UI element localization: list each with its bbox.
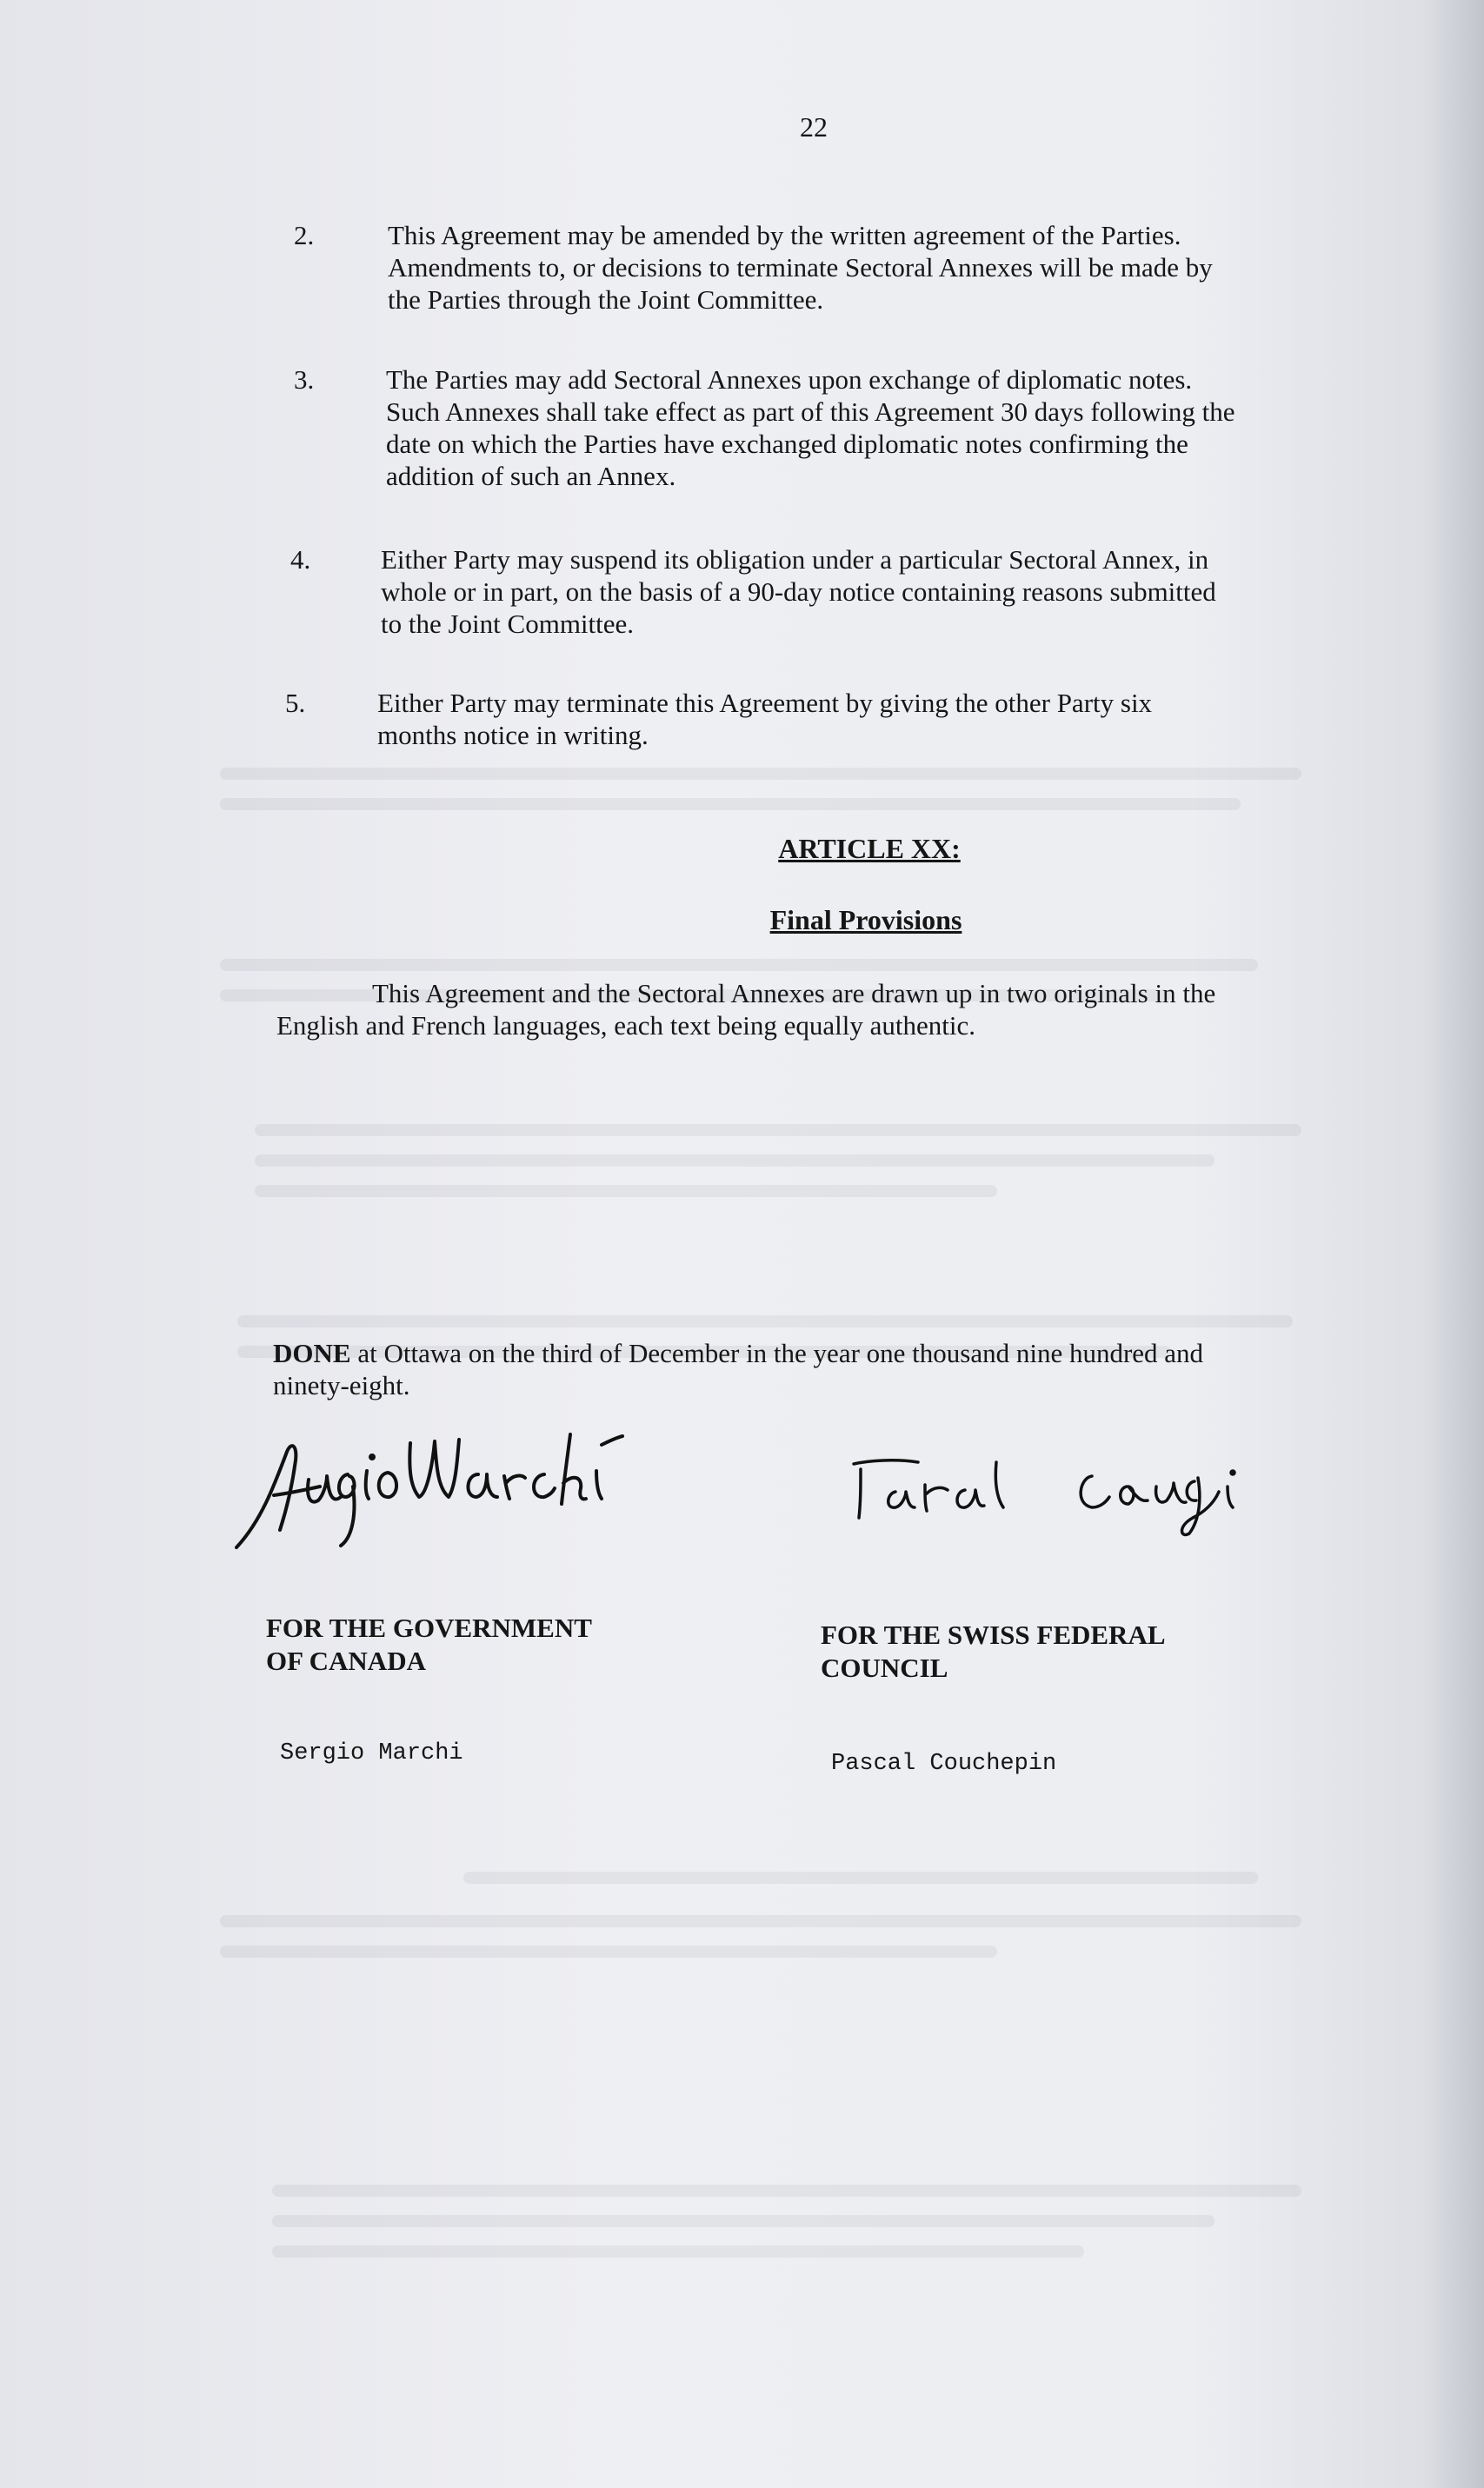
clause-line: Either Party may terminate this Agreement by giving the other Party six (377, 688, 1153, 718)
clause-4 (290, 543, 1403, 652)
clause-line: Either Party may suspend its obligation under a particular Sectoral Annex, in (381, 544, 1209, 575)
signature-couchepin (835, 1443, 1321, 1539)
signer-name-marchi: Sergio Marchi (280, 1740, 463, 1766)
clause-number: 3. (294, 364, 315, 395)
done-paragraph (273, 1337, 1421, 1401)
clause-text (388, 219, 1213, 316)
clause-line: This Agreement may be amended by the written agreement of the Parties. (388, 220, 1181, 250)
clause-5 (285, 687, 1398, 761)
signatory-label-line: OF CANADA (266, 1646, 426, 1676)
signatory-label-line: COUNCIL (821, 1653, 948, 1683)
done-line-1 (273, 1337, 1421, 1369)
clause-number: 4. (290, 544, 311, 575)
clause-line: Such Annexes shall take effect as part of this Agreement 30 days following the (386, 396, 1235, 427)
clause-line: The Parties may add Sectoral Annexes upon exchange of diplomatic notes. (386, 364, 1193, 395)
signature-marchi (226, 1426, 678, 1556)
clause-text (381, 543, 1216, 640)
clause-number: 5. (285, 688, 306, 718)
done-label: DONE (273, 1338, 351, 1368)
article-line: English and French languages, each text being equally authentic. (276, 1010, 976, 1041)
signatory-label-line: FOR THE GOVERNMENT (266, 1613, 592, 1643)
article-subtitle: Final Provisions (769, 904, 962, 935)
clause-text (377, 687, 1152, 751)
clause-line: whole or in part, on the basis of a 90-day notice containing reasons submitted (381, 576, 1216, 607)
article-title: ARTICLE XX: (778, 833, 961, 864)
clause-line: addition of such an Annex. (386, 461, 676, 491)
clause-text (386, 363, 1235, 492)
clause-number: 2. (294, 220, 315, 250)
clause-line: the Parties through the Joint Committee. (388, 284, 824, 315)
clause-line: date on which the Parties have exchanged diplomatic notes confirming the (386, 429, 1188, 459)
signer-name-couchepin: Pascal Couchepin (831, 1751, 1057, 1777)
signatory-canada-label (266, 1612, 592, 1678)
article-line: This Agreement and the Sectoral Annexes are drawn up in two originals in the (372, 978, 1216, 1008)
done-line-2: ninety-eight. (273, 1370, 410, 1400)
clause-line: to the Joint Committee. (381, 609, 635, 639)
signatory-label-line: FOR THE SWISS FEDERAL (821, 1620, 1166, 1650)
clause-2 (294, 219, 1407, 328)
signatory-switzerland-label (821, 1619, 1166, 1685)
clause-line: Amendments to, or decisions to terminate Sectoral Annexes will be made by (388, 252, 1213, 283)
article-body (276, 977, 1407, 1041)
page-number: 22 (800, 111, 828, 143)
done-text: at Ottawa on the third of December in the year one thousand nine hundred and (350, 1338, 1204, 1368)
page-edge-shadow (1423, 0, 1484, 2488)
clause-3 (294, 363, 1407, 502)
clause-line: months notice in writing. (377, 720, 649, 750)
